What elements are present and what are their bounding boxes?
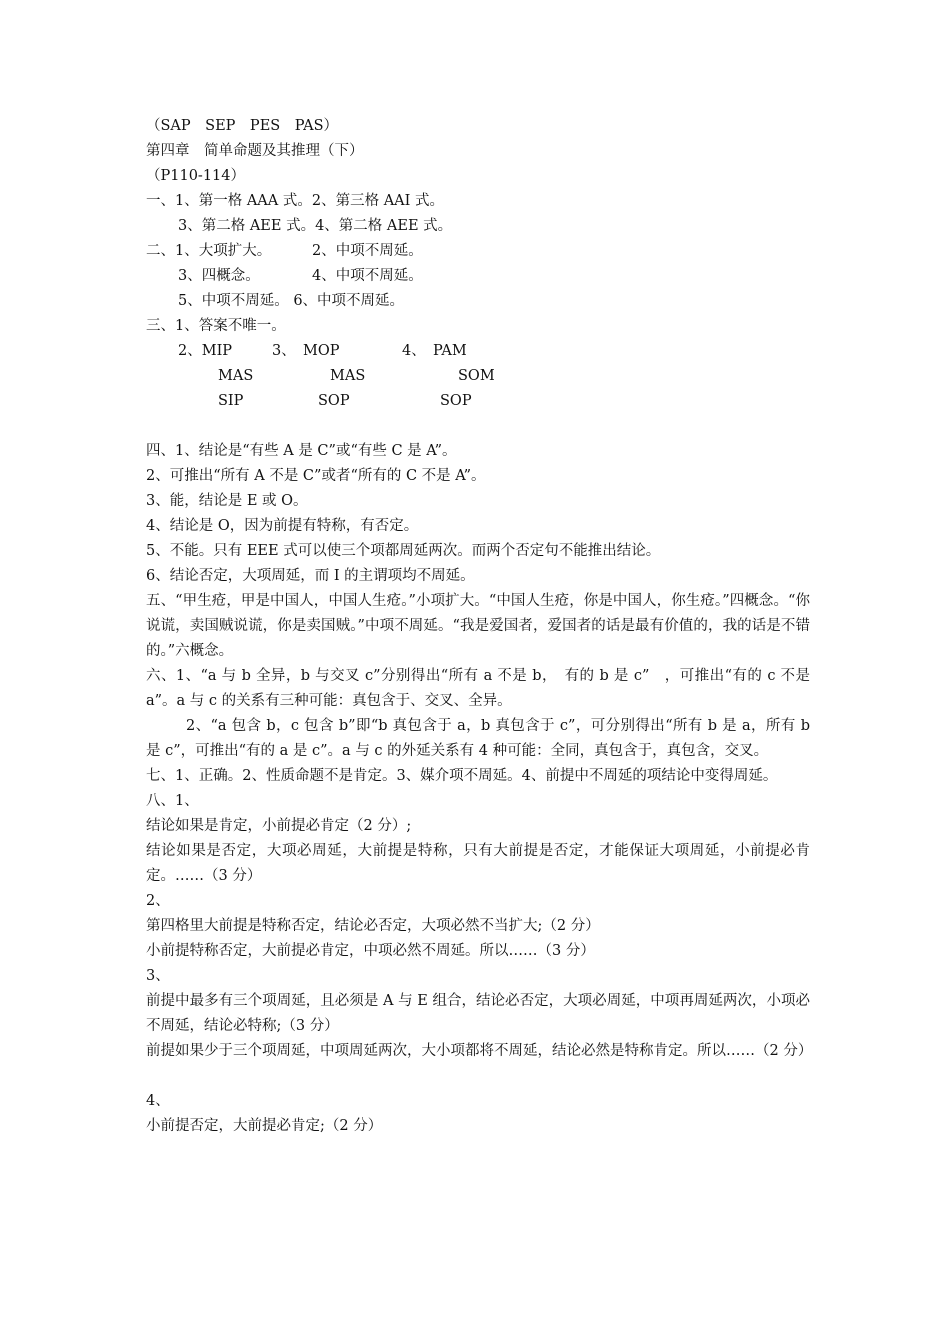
section-8-1-point-a: 结论如果是肯定，小前提必肯定（2 分）; xyxy=(146,818,412,834)
syllogism-row-3 xyxy=(146,389,810,414)
section-2-item-3: 3、四概念。 xyxy=(178,268,260,284)
page-range: （P110-114） xyxy=(146,168,246,184)
section-8-2-point-a: 第四格里大前提是特称否定，结论必否定，大项必然不当扩大;（2 分） xyxy=(146,918,600,934)
mood-list-line: （SAP SEP PES PAS） xyxy=(146,118,339,134)
section-8-3-point-b: 前提如果少于三个项周延，中项周延两次，大小项都将不周延，结论必然是特称肯定。所以……（2 分） xyxy=(146,1043,813,1059)
section-1-line-1: 一、1、第一格 AAA 式。2、第三格 AAI 式。 xyxy=(146,193,444,209)
document-body xyxy=(146,114,813,1139)
syllogism-3-minor: MAS xyxy=(330,368,366,384)
section-2-line-2 xyxy=(146,264,810,289)
section-4-line-3: 3、能，结论是 E 或 O。 xyxy=(146,493,308,509)
section-4-line-4: 4、结论是 O，因为前提有特称，有否定。 xyxy=(146,518,419,534)
syllogism-3-conclusion: SOP xyxy=(318,393,350,409)
syllogism-row-2 xyxy=(146,364,810,389)
section-2-line-1 xyxy=(146,239,810,264)
section-4-line-6: 6、结论否定，大项周延，而 I 的主谓项均不周延。 xyxy=(146,568,475,584)
syllogism-row-1 xyxy=(146,339,810,364)
section-8-4-point-a: 小前提否定，大前提必肯定;（2 分） xyxy=(146,1118,383,1134)
section-8-2-heading: 2、 xyxy=(146,893,170,909)
syllogism-4-conclusion: SOP xyxy=(440,393,472,409)
section-8-1-point-b: 结论如果是否定，大项必周延，大前提是特称，只有大前提是否定，才能保证大项周延，小前提必肯定。……（3 分） xyxy=(146,843,810,884)
section-8-3-point-a: 前提中最多有三个项周延，且必须是 A 与 E 组合，结论必否定，大项必周延，中项再周延两次，小项必不周延，结论必特称;（3 分） xyxy=(146,993,810,1034)
section-8-2-point-b: 小前提特称否定，大前提必肯定，中项必然不周延。所以……（3 分） xyxy=(146,943,595,959)
section-8-3-heading: 3、 xyxy=(146,968,170,984)
section-2-item-4: 4、中项不周延。 xyxy=(312,268,423,284)
spacer xyxy=(146,414,810,439)
syllogism-3-major: 3、 MOP xyxy=(272,343,340,359)
section-2-line-3: 5、中项不周延。 6、中项不周延。 xyxy=(178,293,405,309)
section-6-item-2: 2、“a 包含 b，c 包含 b”即“b 真包含于 a，b 真包含于 c”，可分别得出“所有 b 是 a，所有 b 是 c”，可推出“有的 a 是 c”。a 与 c 的外延关系有 4 种可能：全同，真包含于，真包含，交叉。 xyxy=(146,718,810,759)
syllogism-4-minor: SOM xyxy=(458,368,495,384)
section-1-line-2: 3、第二格 AEE 式。4、第二格 AEE 式。 xyxy=(178,218,453,234)
section-6-item-1: 六、1、“a 与 b 全异，b 与交叉 c”分别得出“所有 a 不是 b， 有的 b 是 c” ，可推出“有的 c 不是 a”。a 与 c 的关系有三种可能：真包含于、交叉、全异。 xyxy=(146,668,810,709)
syllogism-4-major: 4、 PAM xyxy=(402,343,467,359)
syllogism-2-conclusion: SIP xyxy=(218,393,244,409)
section-8-4-heading: 4、 xyxy=(146,1093,170,1109)
section-7-paragraph: 七、1、正确。2、性质命题不是肯定。3、媒介项不周延。4、前提中不周延的项结论中变得周延。 xyxy=(146,768,778,784)
chapter-title: 第四章 简单命题及其推理（下） xyxy=(146,143,364,159)
section-5-paragraph: 五、“甲生疮，甲是中国人，中国人生疮。”小项扩大。“中国人生疮，你是中国人，你生疮。”四概念。“你说谎，卖国贼说谎，你是卖国贼。”中项不周延。“我是爱国者，爱国者的话是最有价值的，我的话是不错的。”六概念。 xyxy=(146,593,810,659)
section-4-line-2: 2、可推出“所有 A 不是 C”或者“所有的 C 不是 A”。 xyxy=(146,468,486,484)
syllogism-2-major: 2、MIP xyxy=(178,343,233,359)
section-4-line-1: 四、1、结论是“有些 A 是 C”或“有些 C 是 A”。 xyxy=(146,443,457,459)
section-2-item-2: 2、中项不周延。 xyxy=(312,243,423,259)
syllogism-2-minor: MAS xyxy=(218,368,254,384)
section-8-heading: 八、1、 xyxy=(146,793,199,809)
spacer xyxy=(146,1064,810,1089)
section-4-line-5: 5、不能。只有 EEE 式可以使三个项都周延两次。而两个否定句不能推出结论。 xyxy=(146,543,661,559)
section-3-line-1: 三、1、答案不唯一。 xyxy=(146,318,286,334)
section-2-item-1: 二、1、大项扩大。 xyxy=(146,243,272,259)
